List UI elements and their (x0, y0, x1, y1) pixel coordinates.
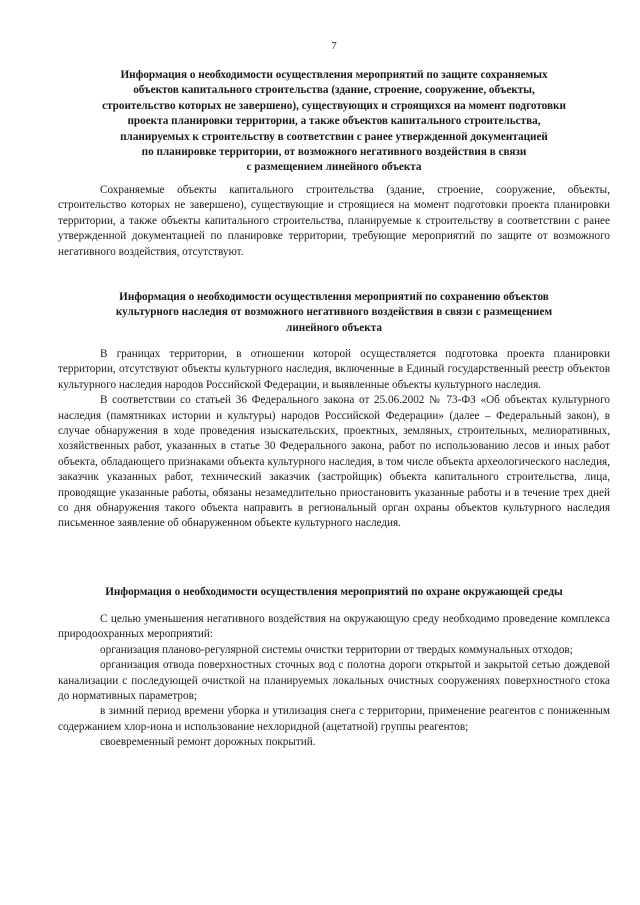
document-page (58, 0, 610, 905)
section-title-environment (58, 585, 610, 600)
paragraph: Сохраняемые объекты капитального строительства (здание, строение, сооружение, объекты, строительство которых не завершено), существующие и строящиеся на момент подготовки проекта планировки территории, а также объекты капитального строительства, планируемые к строительству в соответствии с ранее утвержденной документацией по планировке территории, требующие мероприятий по защите от возможного негативного воздействия, отсутствуют. (58, 184, 610, 258)
paragraph: В соответствии со статьей 36 Федерального закона от 25.06.2002 № 73-ФЗ «Об объектах культурного наследия (памятниках истории и культуры) народов Российской Федерации» (далее – Федеральный закон), в случае обнаружения в ходе проведения изыскательских, проектных, земляных, строительных, мелиоративных, хозяйственных работ, указанных в статье 30 Федерального закона, работ по использованию лесов и иных работ объекта, обладающего признаками объекта культурного наследия, в том числе объекта археологического наследия, заказчик указанных работ, технический заказчик (застройщик) объекта капитального строительства, лица, проводящие указанные работы, обязаны незамедлительно приостановить указанные работы и в течение трех дней со дня обнаружения такого объекта направить в региональный орган охраны объектов культурного наследия письменное заявление об обнаруженном объекте культурного наследия. (58, 394, 610, 530)
heading-line: Информация о необходимости осуществления мероприятий по защите сохраняемых (120, 69, 548, 81)
section-title-protection-capital-objects (58, 68, 610, 176)
list-item: организация планово-регулярной системы очистки территории от твердых коммунальных отходов; (100, 643, 573, 656)
section-body-protection-capital-objects (58, 183, 610, 260)
section-heading (58, 585, 610, 600)
list-item: организация отвода поверхностных сточных вод с полотна дороги открытой и закрытой сетью дождевой канализации с последующей очисткой на планируемых локальных очистных сооружениях поверхностного стока до нормативных параметров; (58, 659, 610, 703)
heading-line: Информация о необходимости осуществления мероприятий по сохранению объектов (119, 291, 549, 303)
heading-line: объектов капитального строительства (здание, строение, сооружение, объекты, (133, 84, 535, 97)
heading-line: по планировке территории, от возможного негативного воздействия в связи (141, 146, 527, 159)
paragraph: С целью уменьшения негативного воздействия на окружающую среду необходимо проведение комплекса природоохранных мероприятий: (58, 613, 610, 641)
heading-line: планируемых к строительству в соответствии с ранее утвержденной документацией (120, 130, 548, 143)
heading-line: Информация о необходимости осуществления мероприятий по охране окружающей среды (105, 586, 563, 598)
heading-line: с размещением линейного объекта (246, 161, 422, 174)
list-item: в зимний период времени уборка и утилизация снега с территории, применение реагентов с пониженным содержанием хлор-иона и использование нехлоридной (ацетатной) группы реагентов; (58, 705, 610, 733)
section-body-cultural-heritage (58, 347, 610, 532)
list-item: своевременный ремонт дорожных покрытий. (100, 736, 316, 749)
heading-line: проекта планировки территории, а также объектов капитального строительства, (127, 115, 541, 128)
section-heading (58, 68, 610, 176)
heading-line: культурного наследия от возможного негативного воздействия в связи с размещением (115, 306, 553, 319)
heading-line: линейного объекта (286, 321, 382, 334)
paragraph: В границах территории, в отношении которой осуществляется подготовка проекта планировки территории, отсутствуют объекты культурного наследия, включенные в Единый государственный реестр объектов культурного наследия народов Российской Федерации, и выявленные объекты культурного наследия. (58, 348, 610, 391)
section-body-environment (58, 612, 610, 751)
page-number: 7 (331, 40, 337, 52)
section-heading (58, 290, 610, 336)
heading-line: строительство которых не завершено), существующих и строящихся на момент подготовки (102, 99, 566, 112)
section-title-cultural-heritage (58, 290, 610, 336)
